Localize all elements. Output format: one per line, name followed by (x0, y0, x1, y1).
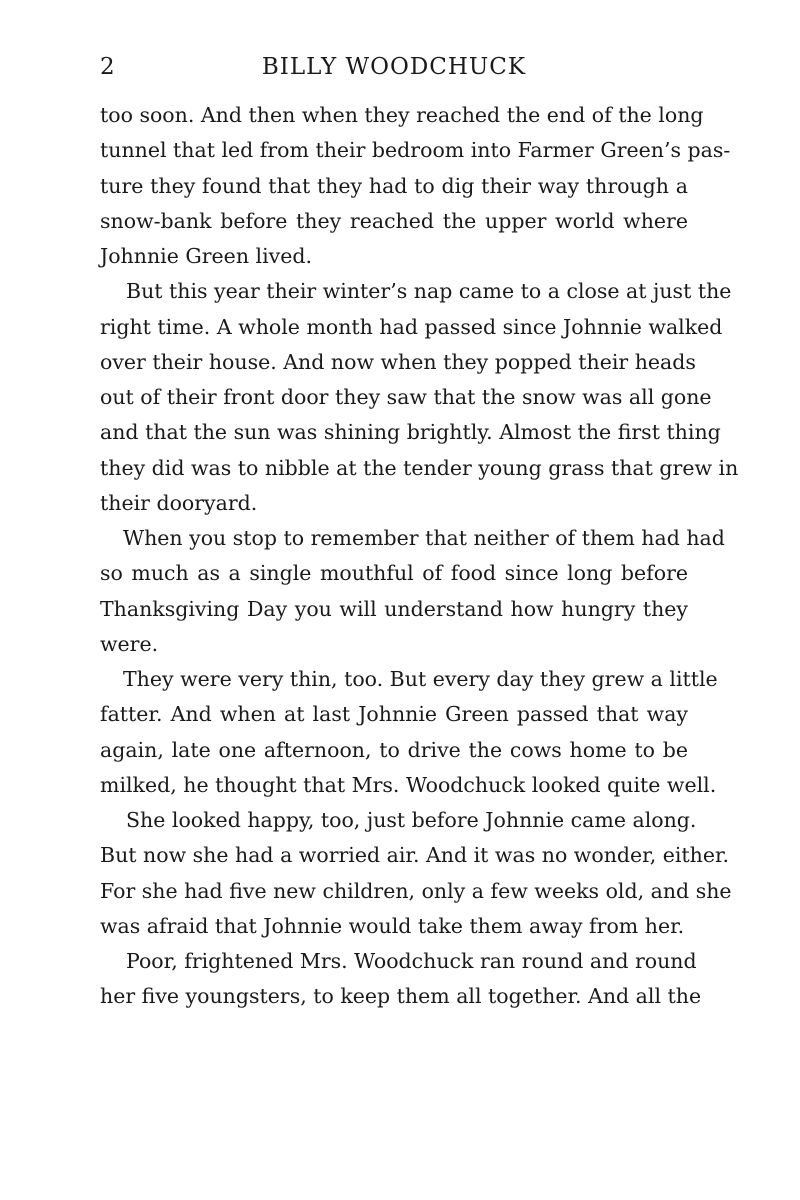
text-line: fatter. And when at last Johnnie Green passed that way (100, 702, 688, 727)
text-line: and that the sun was shining brightly. Almost the first thing (100, 420, 721, 445)
text-line: was afraid that Johnnie would take them away from her. (100, 913, 685, 938)
text-line: her five youngsters, to keep them all together. And all the (100, 984, 702, 1009)
text-line: For she had five new children, only a few weeks old, and she (100, 878, 732, 903)
text-line: ture they found that they had to dig their way through a (100, 173, 688, 198)
page-number: 2 (100, 54, 115, 80)
text-line: snow-bank before they reached the upper world where (100, 208, 688, 233)
text-line: over their house. And now when they popped their heads (100, 349, 696, 374)
text-line: so much as a single mouthful of food since long before (100, 561, 688, 586)
text-line: their dooryard. (100, 490, 258, 515)
running-title: BILLY WOODCHUCK (261, 54, 527, 80)
text-line: But now she had a worried air. And it was no wonder, either. (100, 843, 730, 868)
text-line: She looked happy, too, just before Johnnie came along. (126, 808, 697, 832)
running-head (100, 50, 688, 84)
text-line: tunnel that led from their bedroom into Farmer Green’s pas- (100, 138, 731, 163)
text-line: Johnnie Green lived. (100, 244, 312, 268)
text-line: again, late one afternoon, to drive the cows home to be (100, 737, 688, 762)
text-line: Poor, frightened Mrs. Woodchuck ran round and round (126, 949, 697, 973)
text-line: milked, he thought that Mrs. Woodchuck looked quite well. (100, 772, 717, 797)
text-line: too soon. And then when they reached the end of the long (100, 103, 704, 127)
text-line: out of their front door they saw that the snow was all gone (100, 385, 712, 409)
text-line: Thanksgiving Day you will understand how hungry they (100, 596, 688, 621)
text-line: they did was to nibble at the tender young grass that grew in (100, 455, 739, 480)
body-text (100, 98, 739, 1015)
text-line: But this year their winter’s nap came to a close at just the (126, 279, 732, 304)
text-line: right time. A whole month had passed since Johnnie walked (100, 314, 723, 339)
text-line: When you stop to remember that neither of them had had (123, 526, 725, 550)
text-line: They were very thin, too. But every day they grew a little (123, 667, 718, 691)
text-line: were. (100, 631, 159, 656)
